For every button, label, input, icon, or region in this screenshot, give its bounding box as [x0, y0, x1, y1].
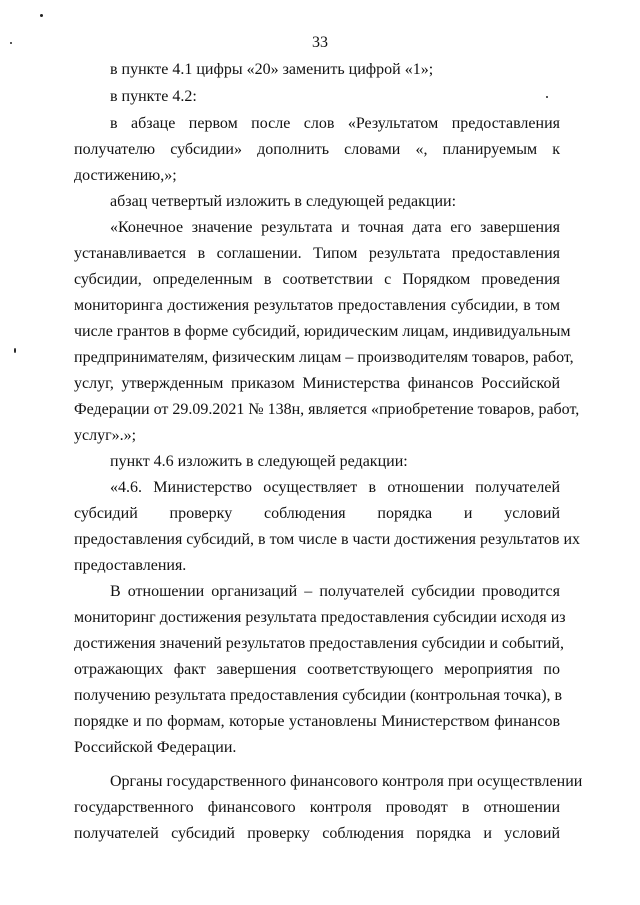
text-line: услуг».»; — [74, 427, 137, 444]
text-line: предпринимателям, физическим лицам – производителям товаров, работ, — [74, 349, 574, 366]
text-line: получению результата предоставления субсидии (контрольная точка), в — [74, 687, 563, 704]
page-number: 33 — [312, 34, 328, 51]
text-line: пункт 4.6 изложить в следующей редакции: — [110, 453, 408, 470]
scan-speck — [14, 348, 16, 353]
text-line: достижению,»; — [74, 167, 177, 184]
text-line: получателю субсидии» дополнить словами «, планируемым к — [74, 141, 560, 158]
text-line: Федерации от 29.09.2021 № 138н, является «приобретение товаров, работ, — [74, 401, 580, 418]
text-line: предоставления. — [74, 557, 187, 574]
text-line: в абзаце первом после слов «Результатом предоставления — [110, 115, 560, 132]
text-line: «4.6. Министерство осуществляет в отношении получателей — [110, 479, 560, 496]
text-line: получателей субсидий проверку соблюдения порядка и условий — [74, 825, 560, 842]
text-line: в пункте 4.1 цифры «20» заменить цифрой «1»; — [110, 61, 434, 78]
text-line: мониторинга достижения результатов предоставления субсидии, в том — [74, 297, 560, 314]
scan-speck — [40, 14, 43, 17]
scan-speck — [546, 96, 548, 98]
text-line: отражающих факт завершения соответствующего мероприятия по — [74, 661, 560, 678]
text-line: услуг, утвержденным приказом Министерства финансов Российской — [74, 375, 560, 392]
text-line: числе грантов в форме субсидий, юридическим лицам, индивидуальным — [74, 323, 571, 340]
text-line: мониторинг достижения результата предоставления субсидии исходя из — [74, 609, 566, 626]
scan-speck — [10, 42, 12, 44]
text-line: устанавливается в соглашении. Типом результата предоставления — [74, 245, 560, 262]
text-line: абзац четвертый изложить в следующей редакции: — [110, 193, 457, 210]
text-line: достижения значений результатов предоставления субсидии и событий, — [74, 635, 564, 652]
text-line: государственного финансового контроля проводят в отношении — [74, 799, 560, 816]
text-line: Органы государственного финансового контроля при осуществлении — [110, 773, 583, 790]
text-line: предоставления субсидий, в том числе в части достижения результатов их — [74, 531, 581, 548]
text-line: порядке и по формам, которые установлены Министерством финансов — [74, 713, 560, 730]
text-line: Российской Федерации. — [74, 739, 237, 756]
text-line: в пункте 4.2: — [110, 88, 197, 105]
text-line: В отношении организаций – получателей субсидии проводится — [110, 583, 560, 600]
text-line: «Конечное значение результата и точная дата его завершения — [110, 219, 560, 236]
text-line: субсидий проверку соблюдения порядка и условий — [74, 505, 560, 522]
text-line: субсидии, определенным в соответствии с Порядком проведения — [74, 271, 560, 288]
